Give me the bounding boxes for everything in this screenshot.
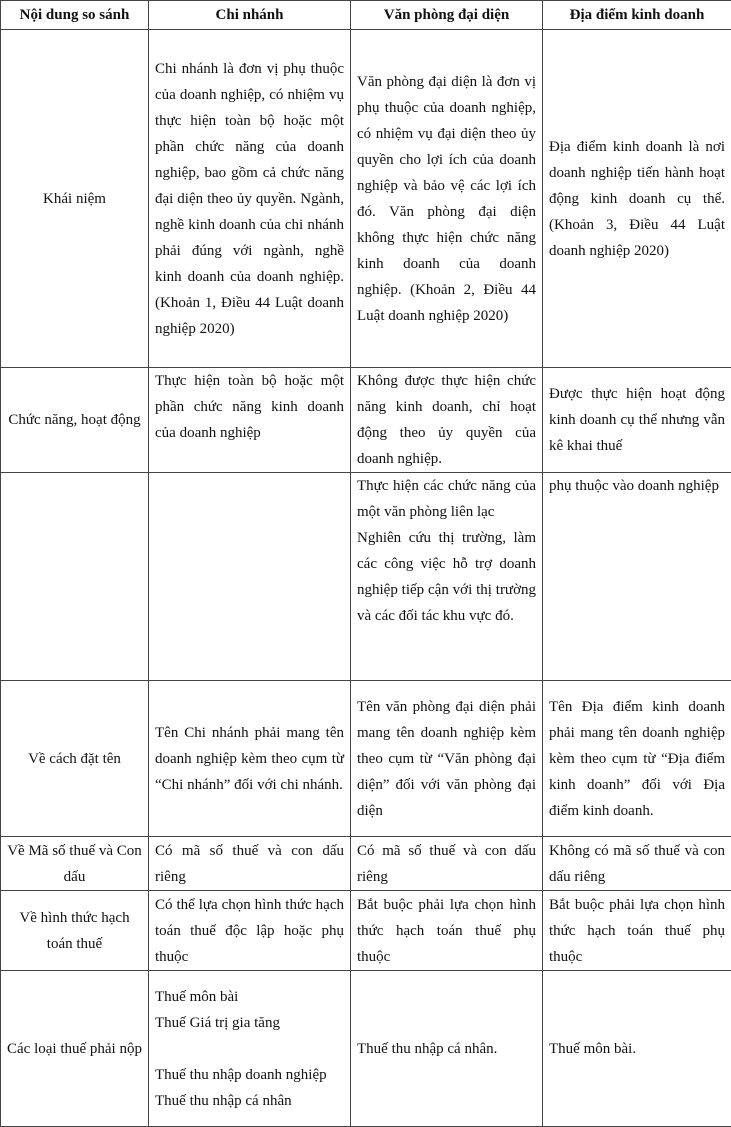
business-location-cell: Tên Địa điểm kinh doanh phải mang tên doanh nghiệp kèm theo cụm từ “Địa điểm kinh doanh” đối với Địa điểm kinh doanh. bbox=[543, 681, 731, 837]
table-row bbox=[1, 891, 731, 971]
criterion-cell: Chức năng, hoạt động bbox=[1, 368, 149, 473]
rep-office-cell: Tên văn phòng đại diện phải mang tên doanh nghiệp kèm theo cụm từ “Văn phòng đại diện” đối với văn phòng đại diện bbox=[351, 681, 543, 837]
criterion-cell: Các loại thuế phải nộp bbox=[1, 971, 149, 1127]
criterion-cell: Khái niệm bbox=[1, 30, 149, 368]
branch-cell: Có mã số thuế và con dấu riêng bbox=[149, 837, 351, 891]
criterion-cell: Về cách đặt tên bbox=[1, 681, 149, 837]
branch-cell: Thực hiện toàn bộ hoặc một phần chức năng kinh doanh của doanh nghiệp bbox=[149, 368, 351, 473]
branch-cell bbox=[149, 473, 351, 681]
header-business-location: Địa điểm kinh doanh bbox=[543, 1, 731, 30]
blank-line bbox=[155, 1036, 344, 1062]
business-location-cell: Địa điểm kinh doanh là nơi doanh nghiệp tiến hành hoạt động kinh doanh cụ thể. (Khoản 3, Điều 44 Luật doanh nghiệp 2020) bbox=[543, 30, 731, 368]
header-branch: Chi nhánh bbox=[149, 1, 351, 30]
header-criterion: Nội dung so sánh bbox=[1, 1, 149, 30]
table-row bbox=[1, 368, 731, 473]
rep-office-cell bbox=[351, 473, 543, 681]
branch-cell: Chi nhánh là đơn vị phụ thuộc của doanh nghiệp, có nhiệm vụ thực hiện toàn bộ hoặc một phần chức năng của doanh nghiệp, bao gồm cả chức năng đại diện theo ủy quyền. Ngành, nghề kinh doanh của chi nhánh phải đúng với ngành, nghề kinh doanh của doanh nghiệp. (Khoản 1, Điều 44 Luật doanh nghiệp 2020) bbox=[149, 30, 351, 368]
rep-office-line: Thực hiện các chức năng của một văn phòng liên lạc bbox=[357, 478, 536, 520]
table-row bbox=[1, 473, 731, 681]
criterion-cell: Về hình thức hạch toán thuế bbox=[1, 891, 149, 971]
table-row bbox=[1, 971, 731, 1127]
header-rep-office: Văn phòng đại diện bbox=[351, 1, 543, 30]
tax-line: Thuế Giá trị gia tăng bbox=[155, 1014, 280, 1031]
rep-office-cell: Không được thực hiện chức năng kinh doanh, chỉ hoạt động theo ủy quyền của doanh nghiệp. bbox=[351, 368, 543, 473]
table-row bbox=[1, 30, 731, 368]
rep-office-cell: Có mã số thuế và con dấu riêng bbox=[351, 837, 543, 891]
header-row bbox=[1, 1, 731, 30]
tax-line: Thuế thu nhập cá nhân bbox=[155, 1092, 292, 1109]
table-row bbox=[1, 837, 731, 891]
business-location-cell: Không có mã số thuế và con dấu riêng bbox=[543, 837, 731, 891]
tax-line: Thuế thu nhập doanh nghiệp bbox=[155, 1066, 327, 1083]
rep-office-cell: Văn phòng đại diện là đơn vị phụ thuộc của doanh nghiệp, có nhiệm vụ đại diện theo ủy quyền cho lợi ích của doanh nghiệp và bảo vệ các lợi ích đó. Văn phòng đại diện không thực hiện chức năng kinh doanh của doanh nghiệp. (Khoản 2, Điều 44 Luật doanh nghiệp 2020) bbox=[351, 30, 543, 368]
business-location-cell: Thuế môn bài. bbox=[543, 971, 731, 1127]
rep-office-cell: Thuế thu nhập cá nhân. bbox=[351, 971, 543, 1127]
business-location-cell: Bắt buộc phải lựa chọn hình thức hạch toán thuế phụ thuộc bbox=[543, 891, 731, 971]
rep-office-line: Nghiên cứu thị trường, làm các công việc hỗ trợ doanh nghiệp tiếp cận với thị trường và các đối tác khu vực đó. bbox=[357, 530, 536, 624]
rep-office-cell: Bắt buộc phải lựa chọn hình thức hạch toán thuế phụ thuộc bbox=[351, 891, 543, 971]
branch-cell: Có thể lựa chọn hình thức hạch toán thuế độc lập hoặc phụ thuộc bbox=[149, 891, 351, 971]
branch-cell: Tên Chi nhánh phải mang tên doanh nghiệp kèm theo cụm từ “Chi nhánh” đối với chi nhánh. bbox=[149, 681, 351, 837]
branch-cell bbox=[149, 971, 351, 1127]
tax-line: Thuế môn bài bbox=[155, 988, 239, 1005]
table-row bbox=[1, 681, 731, 837]
business-location-cell: phụ thuộc vào doanh nghiệp bbox=[543, 473, 731, 681]
business-location-cell: Được thực hiện hoạt động kinh doanh cụ thể nhưng vẫn kê khai thuế bbox=[543, 368, 731, 473]
criterion-cell: Về Mã số thuế và Con dấu bbox=[1, 837, 149, 891]
criterion-cell bbox=[1, 473, 149, 681]
